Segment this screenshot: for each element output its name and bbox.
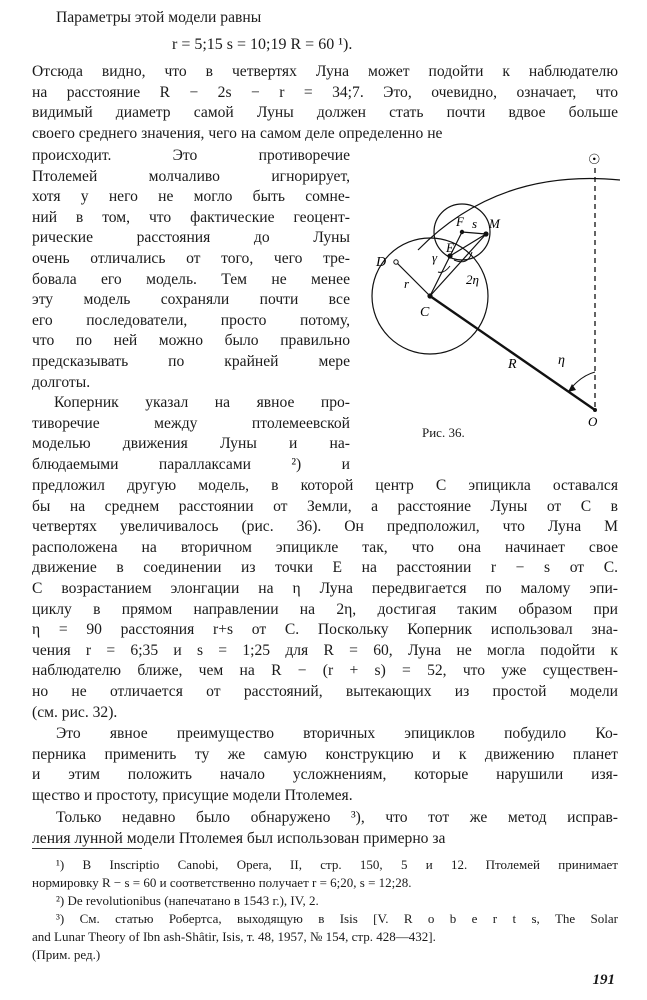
text-line: С возрастанием элонгации на η Луна передвигается по малому эпи- bbox=[32, 580, 618, 597]
text-line: расположена на вторичном эпицикле так, что она начинает свое bbox=[32, 538, 618, 556]
column-line: тиворечие между птолемеевской bbox=[32, 414, 350, 432]
column-line: рические расстояния до Луны bbox=[32, 229, 350, 247]
text-line: на расстояние R − 2s − r = 34;7. Это, очевидно, означает, что bbox=[32, 83, 618, 101]
column-line: очень отличались от того, чего тре- bbox=[32, 250, 350, 267]
point-O bbox=[593, 408, 597, 412]
footnote-line: and Lunar Theory of Ibn ash-Shâtir, Isis, т. 48, 1957, № 154, стр. 428—432]. bbox=[32, 929, 436, 944]
text-line: видимый диаметр самой Луны должен стать почти вдвое больше bbox=[32, 104, 618, 121]
point-C bbox=[427, 293, 432, 298]
column-line: блюдаемыми параллаксами ²) и bbox=[32, 456, 350, 473]
text-line: Отсюда видно, что в четвертях Луна может подойти к наблюдателю bbox=[32, 63, 618, 80]
text-line: циклу в прямом направлении на 2η, достигая таким образом при bbox=[32, 600, 618, 618]
text-line: ления лунной модели Птолемея был использован примерно за bbox=[32, 829, 446, 847]
label-O: O bbox=[588, 414, 598, 428]
label-eta: η bbox=[558, 353, 565, 368]
point-F bbox=[460, 230, 464, 234]
column-line: долготы. bbox=[32, 373, 91, 391]
column-line: предсказывать по крайней мере bbox=[32, 353, 350, 370]
footnote-line: ³) См. статью Робертса, выходящую в Isis [V. R o b e r t s, The Solar bbox=[56, 911, 618, 926]
label-2eta: 2η bbox=[466, 272, 479, 287]
column-line: его последователи, просто потому, bbox=[32, 311, 350, 329]
text-line: щество и простоту, присущие модели Птолемея. bbox=[32, 786, 353, 804]
footnote-line: ²) De revolutionibus (напечатано в 1543 г.), IV, 2. bbox=[56, 893, 319, 908]
column-line: эту модель сохраняли почти все bbox=[32, 291, 350, 309]
text-line: Это явное преимущество вторичных эпициклов побудило Ко- bbox=[56, 725, 618, 742]
label-r: r bbox=[404, 276, 410, 291]
text-line: η = 90 расстояния r+s от C. Поскольку Коперник использовал зна- bbox=[32, 621, 618, 639]
text-line: наблюдателю ближе, чем на R − (r + s) = 52, что уже существен- bbox=[32, 662, 618, 680]
column-line: происходит. Это противоречие bbox=[32, 147, 350, 164]
text-line: четвертях увеличивалось (рис. 36). Он предположил, что Луна M bbox=[32, 518, 618, 536]
footnote-line: ¹) В Inscriptio Canobi, Opera, II, стр. 150, 5 и 12. Птолемей принимает bbox=[56, 857, 618, 872]
text-line: бы на среднем расстоянии от Земли, а расстояние Луны от C в bbox=[32, 497, 618, 515]
column-line: Птолемей молчаливо игнорирует, bbox=[32, 167, 350, 185]
column-line: что по ней можно было правильно bbox=[32, 332, 350, 350]
parameter-formula: r = 5;15 s = 10;19 R = 60 ¹). bbox=[172, 36, 353, 53]
eta-arrow bbox=[568, 384, 576, 392]
column-line: бовала его модель. Тем не менее bbox=[32, 270, 350, 288]
figure-36-diagram bbox=[358, 148, 628, 428]
column-line: ний в том, что фактические геоцент- bbox=[32, 208, 350, 226]
column-line: моделью движения Луны и на- bbox=[32, 435, 350, 453]
sun-symbol: ☉ bbox=[588, 153, 601, 168]
page-number: 191 bbox=[592, 972, 615, 988]
text-line: предложил другую модель, в которой центр C эпицикла оставался bbox=[32, 477, 618, 494]
radius-R-line bbox=[430, 296, 595, 410]
footnote-line: (Прим. ред.) bbox=[32, 947, 101, 962]
text-line: Только недавно было обнаружено ³), что тот же метод исправ- bbox=[56, 809, 618, 826]
point-D bbox=[394, 260, 398, 264]
label-F: F bbox=[456, 214, 464, 229]
label-R: R bbox=[508, 357, 517, 372]
column-line: хотя у него не могло быть сомне- bbox=[32, 188, 350, 206]
FM-line bbox=[462, 232, 486, 234]
label-M: M bbox=[489, 216, 500, 231]
r-line bbox=[396, 262, 430, 296]
label-s: s bbox=[472, 216, 478, 231]
label-C: C bbox=[420, 305, 430, 320]
text-line: чения r = 6;35 и s = 1;25 для R = 60, Луна не могла подойти к bbox=[32, 641, 618, 659]
text-line: движение в соединении из точки E на расстоянии r − s от C. bbox=[32, 559, 618, 577]
text-line: и этим положить начало усложнениям, которые нарушили изя- bbox=[32, 766, 618, 784]
figure-caption: Рис. 36. bbox=[422, 425, 465, 440]
text-line: перника применить ту же самую конструкцию и к движению планет bbox=[32, 745, 618, 763]
footnote-separator bbox=[32, 848, 142, 849]
label-D: D bbox=[376, 255, 387, 270]
label-gamma: γ bbox=[432, 250, 438, 265]
text-line: но не отличается от расстояний, вытекающих из простой модели bbox=[32, 683, 618, 700]
point-M bbox=[483, 231, 488, 236]
label-E: E bbox=[446, 240, 454, 255]
intro-line: Параметры этой модели равны bbox=[56, 9, 262, 26]
column-line: Коперник указал на явное про- bbox=[54, 394, 350, 412]
text-line: своего среднего значения, чего на самом деле определенно не bbox=[32, 124, 443, 142]
text-line: (см. рис. 32). bbox=[32, 703, 118, 721]
footnote-line: нормировку R − s = 60 и соответственно получает r = 6;20, s = 12;28. bbox=[32, 875, 412, 890]
